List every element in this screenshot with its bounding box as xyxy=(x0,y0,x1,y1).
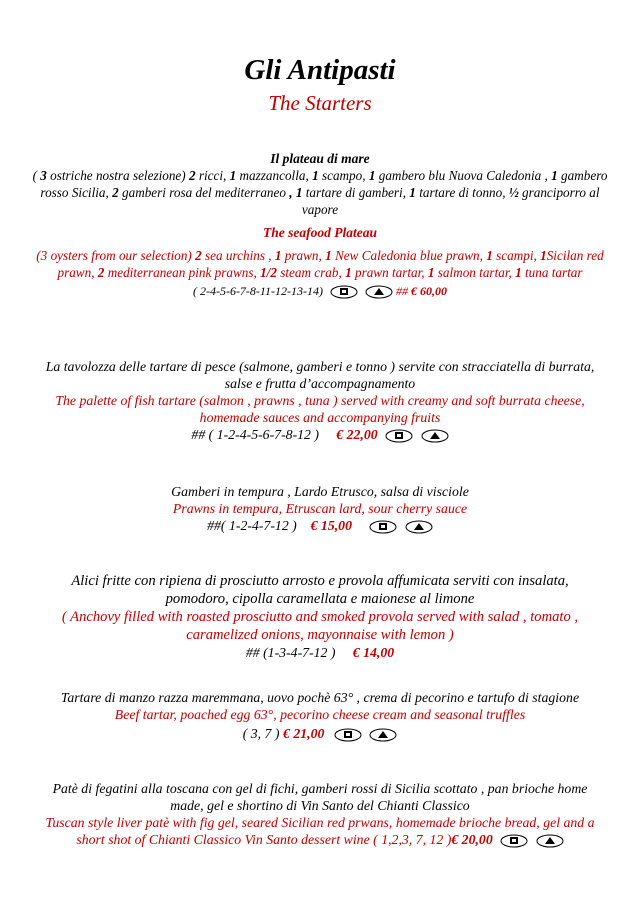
lactose-free-icon xyxy=(405,520,433,534)
pate-en-line-2 xyxy=(20,831,620,848)
plateau-en-line-2: prawn, 2 mediterranean pink prawns, 1/2 steam crab, 1 prawn tartar, 1 salmon tartar, 1 tuna tartar xyxy=(57,265,583,280)
gamberi-en-line-1: Prawns in tempura, Etruscan lard, sour cherry sauce xyxy=(172,501,468,516)
plateau-en-title: The seafood Plateau xyxy=(263,225,377,240)
manzo-en-line-1: Beef tartar, poached egg 63°, pecorino cheese cream and seasonal truffles xyxy=(114,707,526,722)
alici-en-line-1: ( Anchovy filled with roasted prosciutto and smoked provola served with salad , tomato , xyxy=(61,609,579,625)
plateau-section xyxy=(20,150,620,300)
alici-it-line-1: Alici fritte con ripiena di prosciutto arrosto e provola affumicata serviti con insalata, xyxy=(71,573,569,589)
plateau-it-line-3: vapore xyxy=(301,202,339,217)
lactose-free-icon xyxy=(369,728,397,742)
gamberi-allergens: ##( 1-2-4-7-12 ) xyxy=(207,518,297,533)
manzo-section xyxy=(20,689,620,742)
gamberi-price-line xyxy=(20,517,620,534)
alici-price: € 14,00 xyxy=(352,645,395,660)
gamberi-it-line-1: Gamberi in tempura , Lardo Etrusco, salsa di visciole xyxy=(171,484,469,499)
tartare-en-line-1: The palette of fish tartare (salmon , prawns , tuna ) served with creamy and soft burrata cheese, xyxy=(55,393,585,408)
tartare-price: € 22,00 xyxy=(336,427,378,442)
plateau-hash: ## xyxy=(396,284,409,298)
tartare-en-line-2: homemade sauces and accompanying fruits xyxy=(199,410,441,425)
gamberi-price: € 15,00 xyxy=(310,518,352,533)
tartare-price-line xyxy=(20,426,620,443)
plateau-price-line xyxy=(20,283,620,300)
manzo-allergens: ( 3, 7 ) xyxy=(242,726,280,741)
pate-it-line-2: made, gel e shortino di Vin Santo del Chianti Classico xyxy=(170,798,470,813)
manzo-it-line-1: Tartare di manzo razza maremmana, uovo pochè 63° , crema di pecorino e tartufo di stagione xyxy=(60,690,580,705)
gamberi-section xyxy=(20,483,620,534)
plateau-price: € 60,00 xyxy=(408,284,448,298)
gluten-free-icon xyxy=(500,834,528,848)
pate-en-line-1: Tuscan style liver patè with fig gel, seared Sicilian red prwans, homemade brioche bread, gel and a xyxy=(45,815,595,830)
pate-price: € 20,00 xyxy=(451,832,493,847)
tartare-it-line-1: La tavolozza delle tartare di pesce (salmone, gamberi e tonno ) servite con stracciatella di burrata, xyxy=(45,359,595,374)
pate-section xyxy=(20,780,620,848)
plateau-allergens: ( 2-4-5-6-7-8-11-12-13-14) xyxy=(192,284,324,298)
tartare-allergens: ## ( 1-2-4-5-6-7-8-12 ) xyxy=(191,427,320,442)
lactose-free-icon xyxy=(536,834,564,848)
manzo-price-line xyxy=(20,725,620,742)
pate-en-line-2-text: short shot of Chianti Classico Vin Santo dessert wine ( 1,2,3, 7, 12 ) xyxy=(76,832,452,847)
page-subtitle: The Starters xyxy=(268,91,372,115)
gluten-free-icon xyxy=(330,285,358,299)
gluten-free-icon xyxy=(369,520,397,534)
gluten-free-icon xyxy=(385,429,413,443)
tartare-it-line-2: salse e frutta d’accompagnamento xyxy=(224,376,416,391)
pate-it-line-1: Patè di fegatini alla toscana con gel di fichi, gamberi rossi di Sicilia scottato , pan brioche home xyxy=(52,781,588,796)
gluten-free-icon xyxy=(334,728,362,742)
plateau-it-line-1: ( 3 ostriche nostra selezione) 2 ricci, 1 mazzancolla, 1 scampo, 1 gambero blu Nuova Caledonia , 1 gambero xyxy=(32,168,608,183)
lactose-free-icon xyxy=(365,285,393,299)
alici-price-line xyxy=(20,644,620,662)
alici-en-line-2: caramelized onions, mayonnaise with lemon ) xyxy=(186,627,454,643)
plateau-it-line-2: rosso Sicilia, 2 gamberi rosa del mediterraneo , 1 tartare di gamberi, 1 tartare di tonno, ½ granciporro al xyxy=(40,185,600,200)
manzo-price: € 21,00 xyxy=(282,726,325,741)
alici-allergens: ## (1-3-4-7-12 ) xyxy=(245,645,336,660)
plateau-it-title: Il plateau di mare xyxy=(270,151,370,166)
lactose-free-icon xyxy=(421,429,449,443)
tartare-section xyxy=(20,358,620,443)
alici-section xyxy=(20,572,620,662)
page-title: Gli Antipasti xyxy=(244,54,396,86)
alici-it-line-2: pomodoro, cipolla caramellata e maionese al limone xyxy=(165,591,475,607)
plateau-en-line-1: (3 oysters from our selection) 2 sea urchins , 1 prawn, 1 New Caledonia blue prawn, 1 scampi, 1Sicilan red xyxy=(36,248,604,263)
